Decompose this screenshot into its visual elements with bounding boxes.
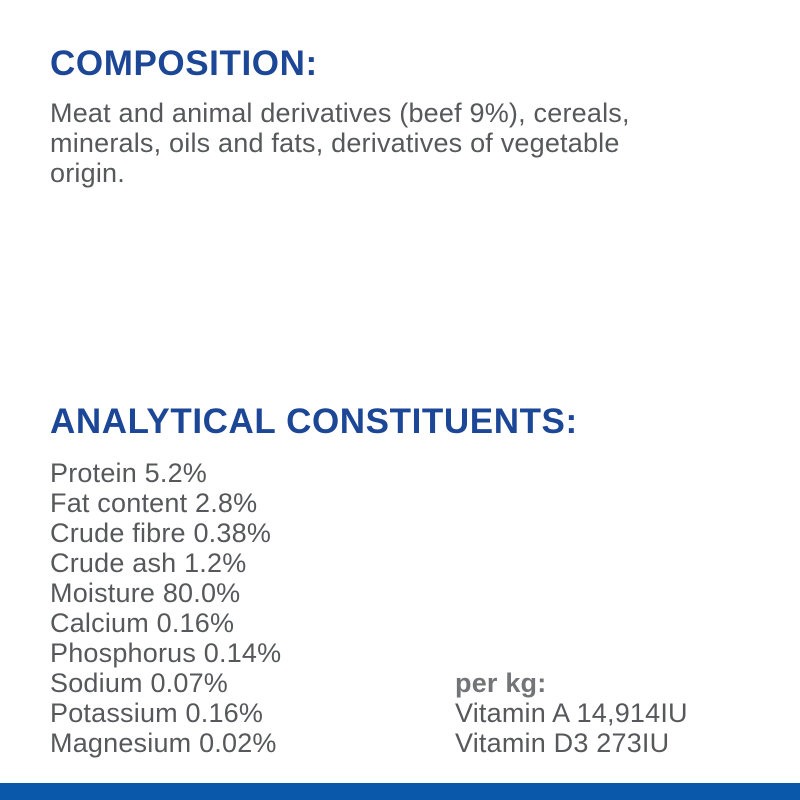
bottom-accent-bar <box>0 783 800 800</box>
per-kg-block <box>455 668 688 758</box>
constituent-row: Protein 5.2% <box>50 458 207 488</box>
composition-heading: COMPOSITION: <box>50 44 318 83</box>
constituent-row: Fat content 2.8% <box>50 488 258 518</box>
composition-body-line: origin. <box>50 158 125 188</box>
constituent-row: Phosphorus 0.14% <box>50 638 282 668</box>
constituent-row: Magnesium 0.02% <box>50 728 277 758</box>
per-kg-row: Vitamin A 14,914IU <box>455 698 688 728</box>
per-kg-heading: per kg: <box>455 668 547 698</box>
per-kg-row: Vitamin D3 273IU <box>455 728 670 758</box>
composition-body <box>50 98 630 188</box>
analytical-constituents-list <box>50 458 281 758</box>
constituent-row: Calcium 0.16% <box>50 608 235 638</box>
constituent-row: Crude fibre 0.38% <box>50 518 272 548</box>
analytical-constituents-heading: ANALYTICAL CONSTITUENTS: <box>50 402 578 441</box>
composition-body-line: Meat and animal derivatives (beef 9%), cereals, <box>50 98 630 128</box>
constituent-row: Sodium 0.07% <box>50 668 229 698</box>
constituent-row: Crude ash 1.2% <box>50 548 247 578</box>
constituent-row: Potassium 0.16% <box>50 698 264 728</box>
constituent-row: Moisture 80.0% <box>50 578 241 608</box>
composition-body-line: minerals, oils and fats, derivatives of vegetable <box>50 128 620 158</box>
